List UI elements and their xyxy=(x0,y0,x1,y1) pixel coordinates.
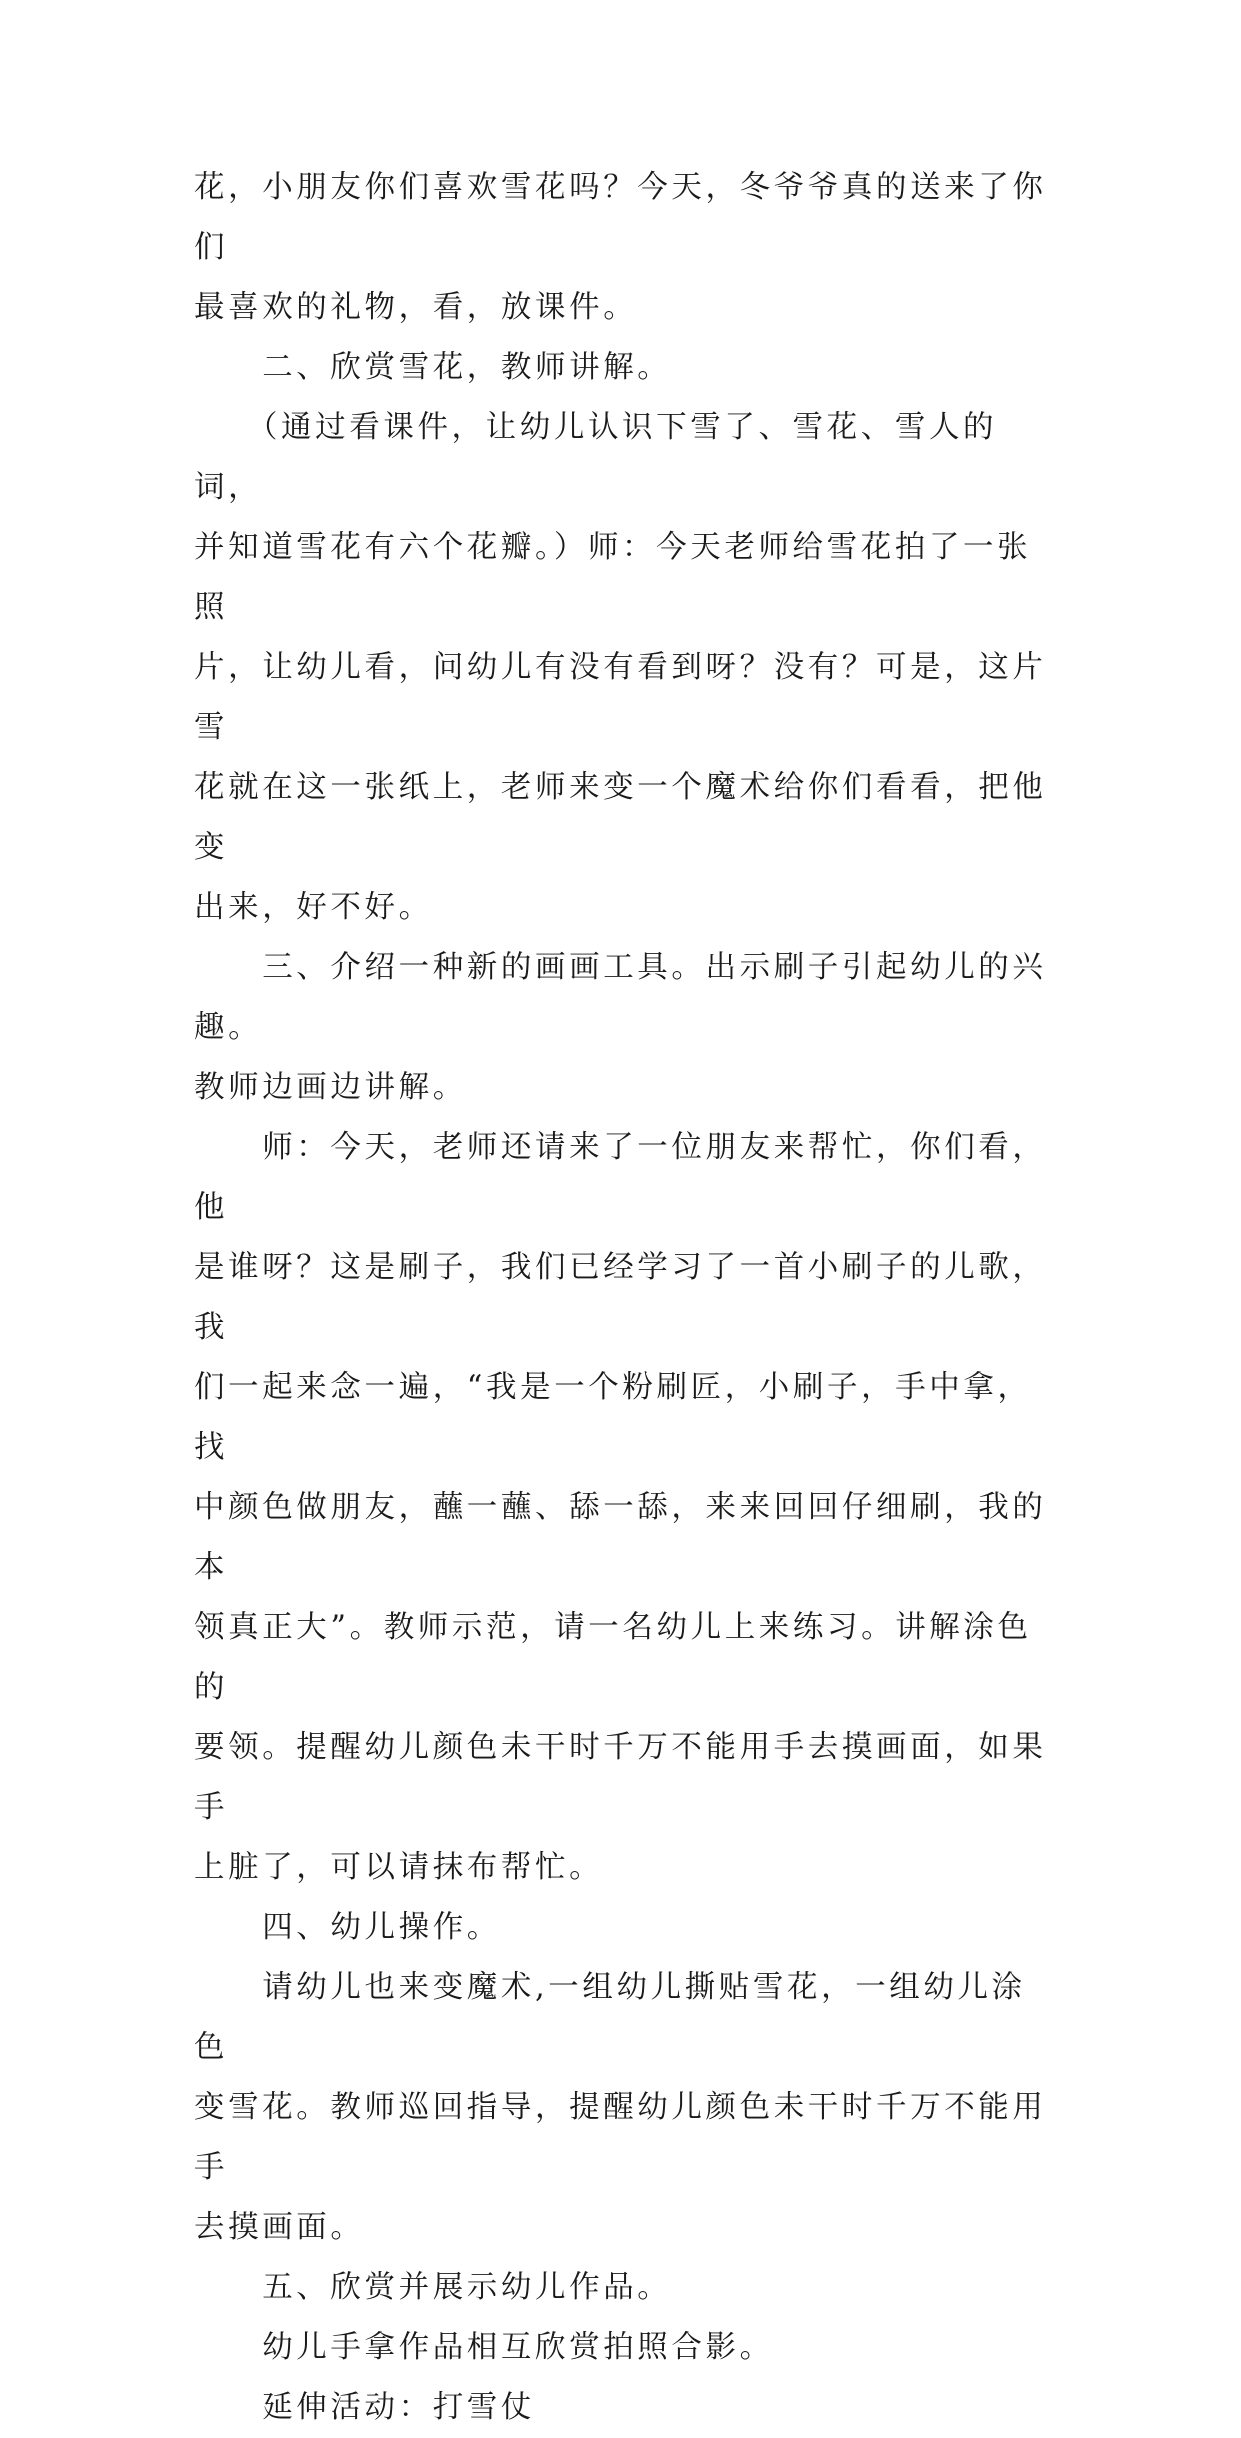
text-line: 上脏了，可以请抹布帮忙。 xyxy=(194,1850,604,1885)
text-line: 变雪花。教师巡回指导，提醒幼儿颜色未干时千万不能用手 xyxy=(194,2090,1047,2185)
section-heading: 五、欣赏并展示幼儿作品。 xyxy=(194,2270,672,2305)
text-line: 幼儿手拿作品相互欣赏拍照合影。 xyxy=(194,2330,774,2365)
text-line: 领真正大”。教师示范，请一名幼儿上来练习。讲解涂色的 xyxy=(194,1610,1032,1705)
text-line: 们一起来念一遍，“我是一个粉刷匠，小刷子，手中拿，找 xyxy=(194,1370,1032,1465)
text-line: 要领。提醒幼儿颜色未干时千万不能用手去摸画面，如果手 xyxy=(194,1730,1047,1825)
text-line: 教师边画边讲解。 xyxy=(194,1070,467,1105)
text-line: 延伸活动：打雪仗 xyxy=(194,2390,535,2425)
text-line: 出来，好不好。 xyxy=(194,890,433,925)
text-line: 最喜欢的礼物，看，放课件。 xyxy=(194,290,638,325)
text-line: 是谁呀？这是刷子，我们已经学习了一首小刷子的儿歌，我 xyxy=(194,1250,1047,1345)
section-heading: 四、幼儿操作。 xyxy=(194,1910,501,1945)
text-line: 去摸画面。 xyxy=(194,2210,365,2245)
text-line: 片，让幼儿看，问幼儿有没有看到呀？没有？可是，这片雪 xyxy=(194,650,1047,745)
document-body xyxy=(194,158,1054,2438)
text-line: （通过看课件，让幼儿认识下雪了、雪花、雪人的词， xyxy=(194,410,998,505)
text-line: 请幼儿也来变魔术,一组幼儿撕贴雪花，一组幼儿涂色 xyxy=(194,1970,1026,2065)
text-line: 中颜色做朋友，蘸一蘸、舔一舔，来来回回仔细刷，我的本 xyxy=(194,1490,1047,1585)
section-heading: 三、介绍一种新的画画工具。出示刷子引起幼儿的兴趣。 xyxy=(194,950,1047,1045)
text-line: 师：今天，老师还请来了一位朋友来帮忙，你们看，他 xyxy=(194,1130,1047,1225)
text-line: 花就在这一张纸上，老师来变一个魔术给你们看看，把他变 xyxy=(194,770,1047,865)
text-line: 花，小朋友你们喜欢雪花吗？今天，冬爷爷真的送来了你们 xyxy=(194,170,1047,265)
text-line: 并知道雪花有六个花瓣。）师：今天老师给雪花拍了一张照 xyxy=(194,530,1032,625)
section-heading: 二、欣赏雪花，教师讲解。 xyxy=(194,350,672,385)
